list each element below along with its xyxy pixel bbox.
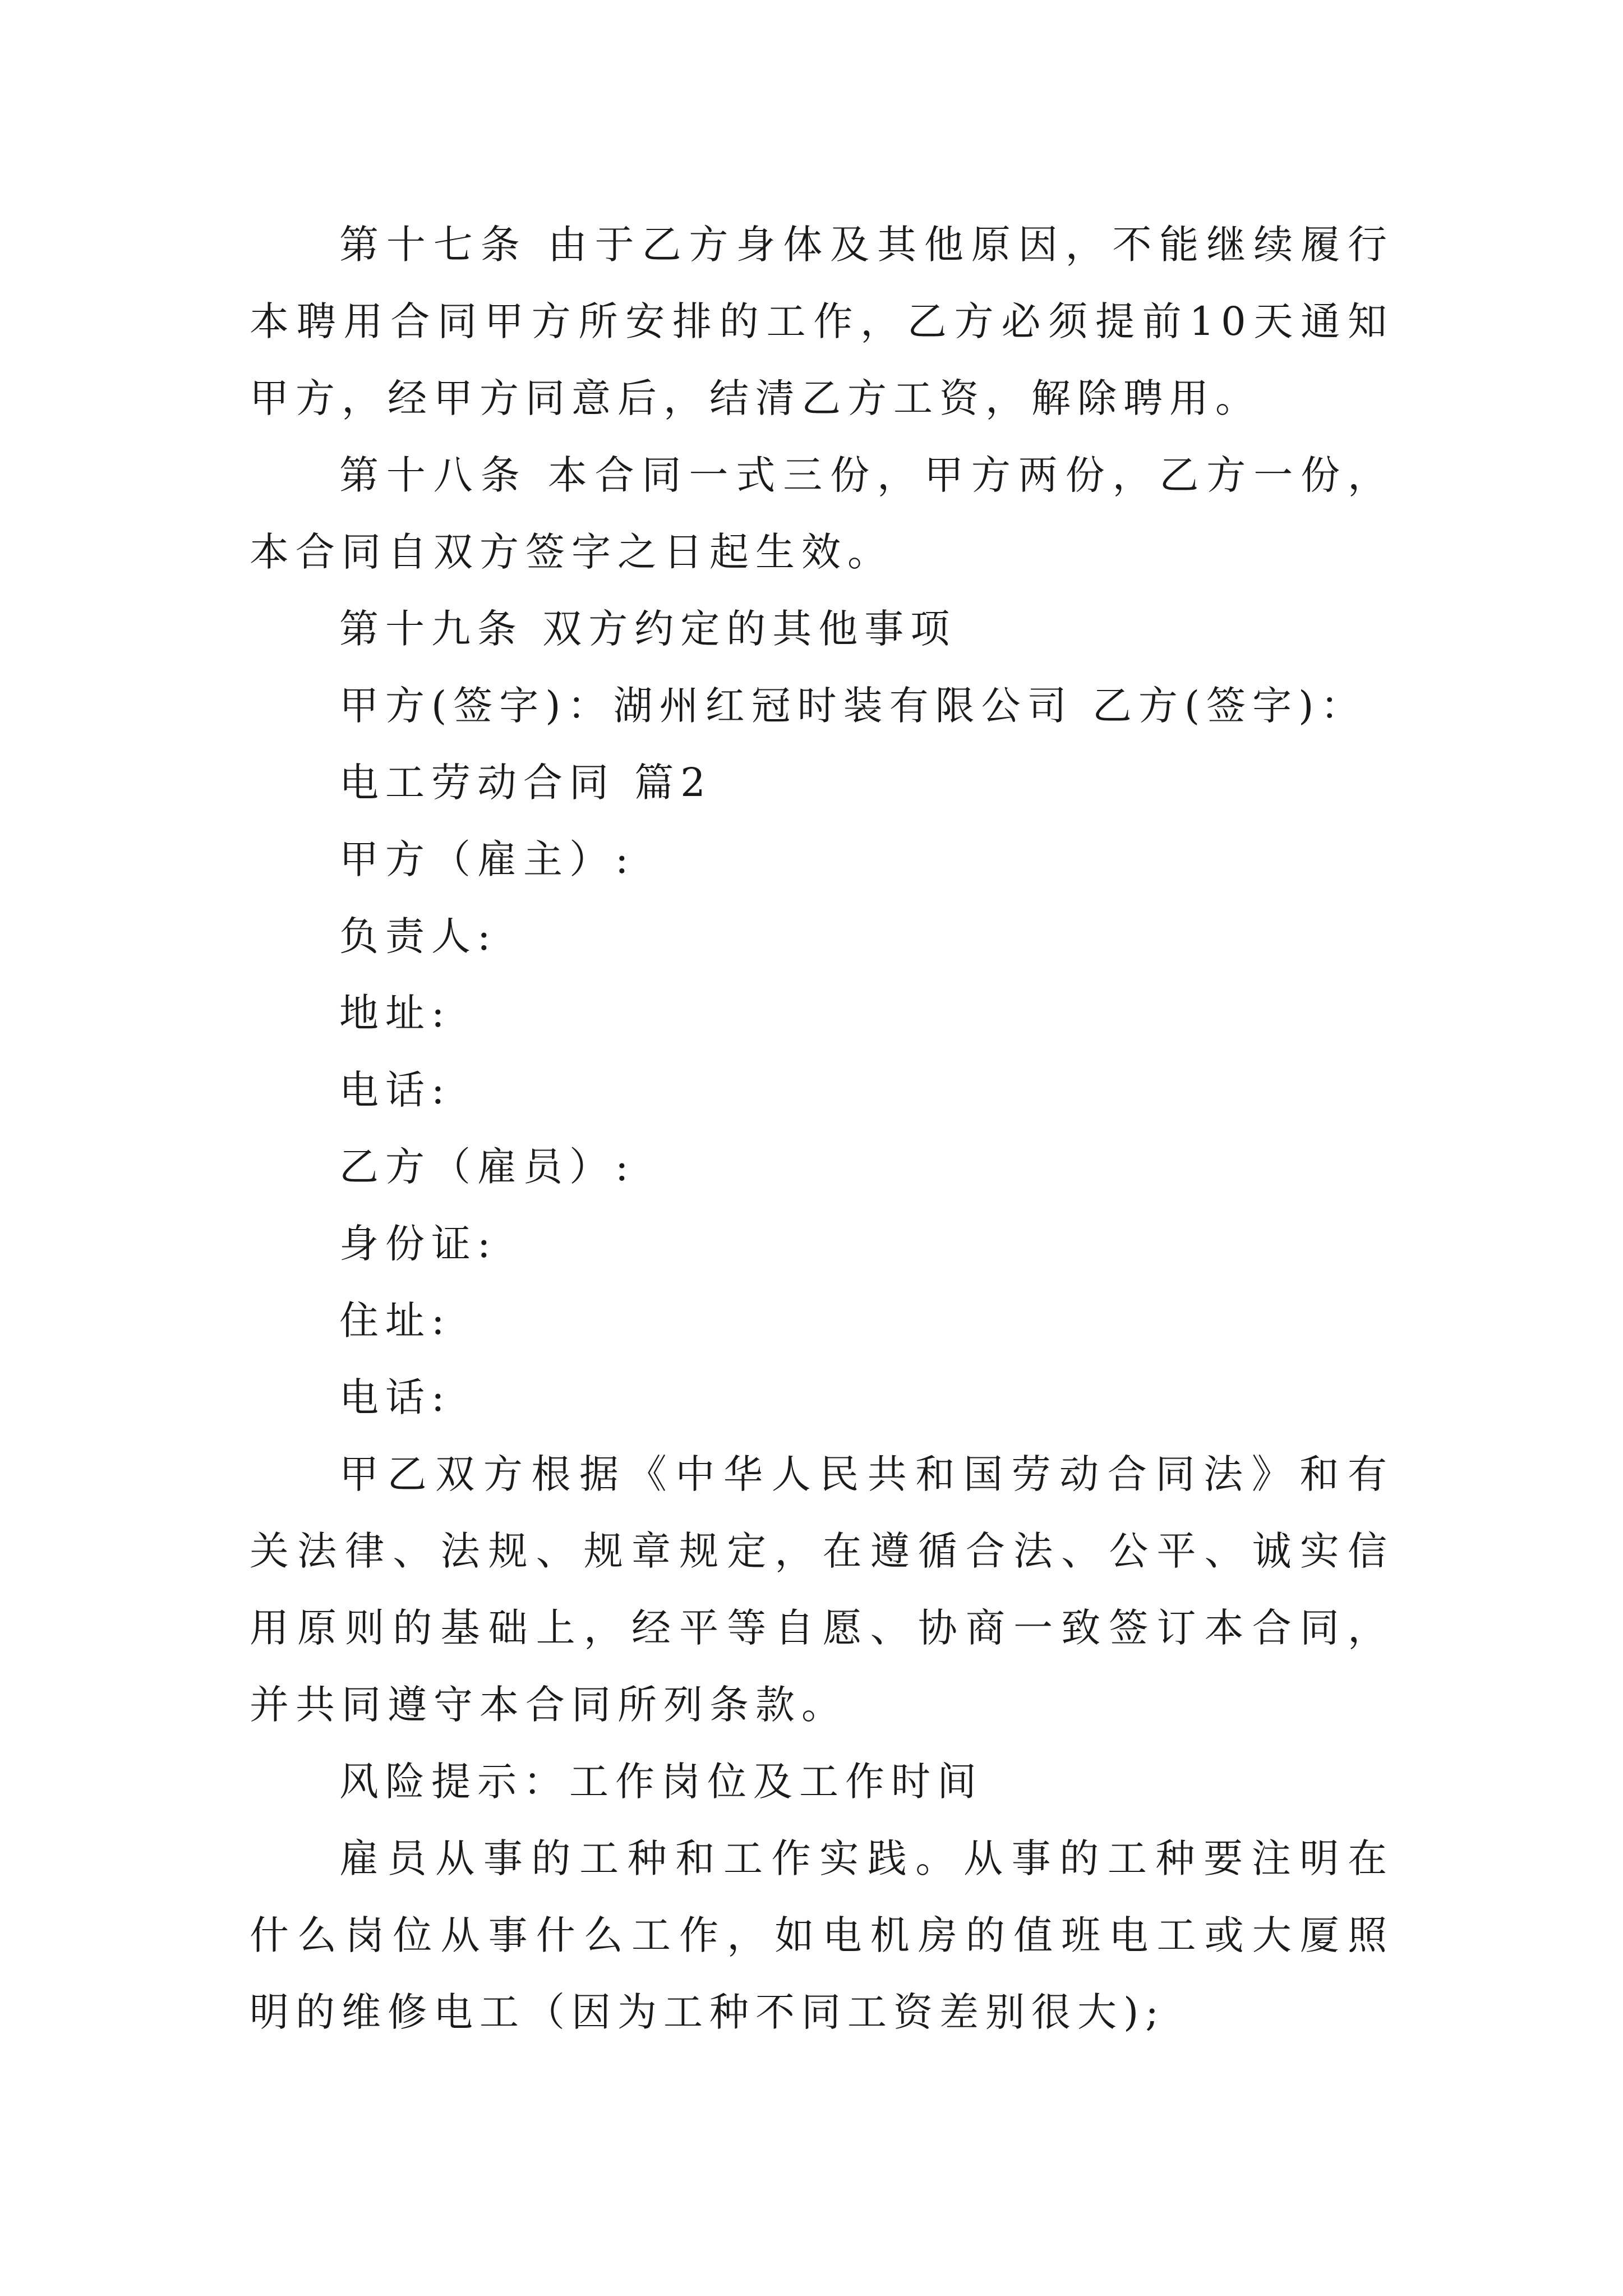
risk-heading: 风险提示：工作岗位及工作时间 <box>339 1759 983 1805</box>
phone-label-a: 电话: <box>339 1067 451 1113</box>
contract-title: 电工劳动合同 篇2 <box>339 760 712 806</box>
preamble-paragraph: 甲乙双方根据《中华人民共和国劳动合同法》和有关法律、法规、规章规定，在遵循合法、公平、诚实信用原则的基础上，经平等自愿、协商一致签订本合同，并共同遵守本合同所列条款。 <box>250 1451 1394 1728</box>
job-description-paragraph: 雇员从事的工种和工作实践。从事的工种要注明在什么岗位从事什么工作，如电机房的值班电工或大厦照明的维修电工（因为工种不同工资差别很大); <box>250 1835 1394 2035</box>
responsible-person-label: 负责人: <box>339 913 497 959</box>
party-a-label: 甲方（雇主）: <box>339 836 635 882</box>
article-19: 第十九条 双方约定的其他事项 <box>339 606 957 652</box>
document-body <box>250 206 1394 2051</box>
address-label: 地址: <box>339 990 451 1036</box>
residence-label: 住址: <box>339 1297 451 1343</box>
party-b-label: 乙方（雇员）: <box>339 1144 635 1190</box>
phone-label-b: 电话: <box>339 1374 451 1420</box>
signature-line: 甲方(签字)：湖州红冠时装有限公司 乙方(签字)： <box>339 683 1367 729</box>
article-18: 第十八条 本合同一式三份，甲方两份，乙方一份，本合同自双方签字之日起生效。 <box>250 452 1394 575</box>
id-card-label: 身份证: <box>339 1221 497 1267</box>
article-17: 第十七条 由于乙方身体及其他原因，不能继续履行本聘用合同甲方所安排的工作，乙方必须提前10天通知甲方，经甲方同意后，结清乙方工资，解除聘用。 <box>250 222 1394 421</box>
